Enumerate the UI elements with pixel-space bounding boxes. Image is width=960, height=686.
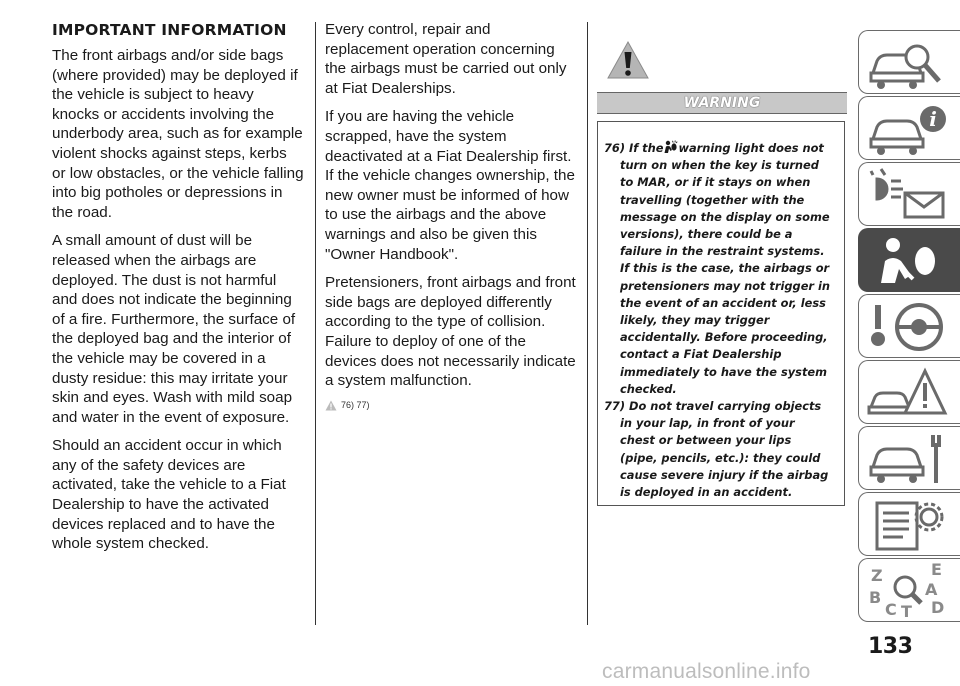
car-search-icon [867, 35, 951, 91]
tab-instrument-panel[interactable] [858, 162, 960, 226]
warning-item-76-text: warning light does not turn on when the key is turned to MAR, or if it stays on when travelling (together with the message on the display on some versions), there could be a failure in the restraint systems. If this is the case, the airbags or pretensioners may not trigger in the event of an accident or, less likely, they may trigger accidentally. Before proceeding, contact a Fiat Dealership immediately to have the system checked. [620, 141, 831, 396]
tab-technical-data[interactable] [858, 492, 960, 556]
page-number: 133 [868, 634, 913, 659]
paragraph-scrapping: If you are having the vehicle scrapped, have the system deactivated at a Fiat Dealership first. If the vehicle changes ownership, the new owner must be informed of how to use the airbags and the above warnings and also be given this "Owner Handbook". [325, 108, 575, 263]
index-letter: A [925, 580, 938, 599]
paragraph-repairs: Every control, repair and replacement operation concerning the airbags must be carried out only at Fiat Dealerships. [325, 21, 567, 97]
tab-safety[interactable] [858, 228, 960, 292]
svg-text:i: i [929, 107, 937, 131]
warning-references [325, 400, 577, 411]
tab-knowing-your-car[interactable] [858, 30, 960, 94]
warning-header: WARNING [597, 92, 847, 114]
warning-triangle-icon [325, 400, 337, 411]
column-divider-left [315, 22, 316, 625]
index-letter: T [901, 602, 912, 619]
tab-alphabetical-index[interactable] [858, 558, 960, 622]
index-letter: E [931, 563, 942, 579]
emergency-road-icon [867, 365, 951, 421]
tab-maintenance[interactable] [858, 426, 960, 490]
left-column [52, 22, 304, 563]
index-letter: Z [871, 566, 883, 585]
warning-box [597, 121, 845, 506]
car-maintenance-icon [867, 431, 951, 487]
tab-vehicle-info[interactable] [858, 96, 960, 160]
column-divider-right [587, 22, 588, 625]
key-steering-wheel-icon [867, 299, 951, 355]
airbag-safety-icon [867, 233, 951, 289]
section-title: IMPORTANT INFORMATION [52, 21, 287, 39]
middle-column [325, 20, 577, 411]
tab-in-an-emergency[interactable] [858, 360, 960, 424]
warning-lights-icon [867, 167, 951, 223]
warning-item-77: 77) Do not travel carrying objects in your lap, in front of your chest or between your lips (pipe, pencils, etc.): they could cause severe injury if the airbag is deployed in an accident. [604, 399, 829, 500]
warning-item-76 [604, 140, 832, 398]
warning-triangle-icon [606, 40, 650, 80]
airbag-warning-light-icon [663, 140, 678, 154]
paragraph-pretensioners: Pretensioners, front airbags and front side bags are deployed differently according to the type of collision. Failure to deploy of one of the devices does not necessarily indicate a system malfunction. [325, 274, 576, 390]
tab-starting-driving[interactable] [858, 294, 960, 358]
alphabetical-index-icon [867, 563, 951, 619]
paragraph-dust-release: A small amount of dust will be released when the airbags are deployed. The dust is not harmful and does not indicate the beginning of a fire. Furthermore, the surface of the deployed bag and the interior of the vehicle may be covered in a dusty residue: this may irritate your skin and eyes. Wash with mild soap and water in the event of exposure. [52, 232, 296, 426]
warning-reference-numbers: 76) 77) [341, 400, 370, 411]
paragraph-airbag-deployment: The front airbags and/or side bags (where provided) may be deployed if the vehicle is subject to heavy knocks or accidents involving the underbody area, such as for example violent shocks against steps, kerbs or low obstacles, or the vehicle falling into big potholes or depressions in the road. [52, 47, 304, 221]
car-info-icon [867, 101, 951, 157]
index-letter: B [869, 588, 882, 607]
index-letter: C [885, 600, 897, 619]
watermark: carmanualsonline.info [602, 660, 811, 683]
paragraph-accident-service: Should an accident occur in which any of the safety devices are activated, take the vehicle to a Fiat Dealership to have the activated devices replaced and to have the whole system checked. [52, 437, 286, 553]
warning-item-76-prefix: 76) If the [604, 141, 664, 155]
index-letter: D [931, 598, 945, 617]
technical-data-icon [867, 497, 951, 553]
